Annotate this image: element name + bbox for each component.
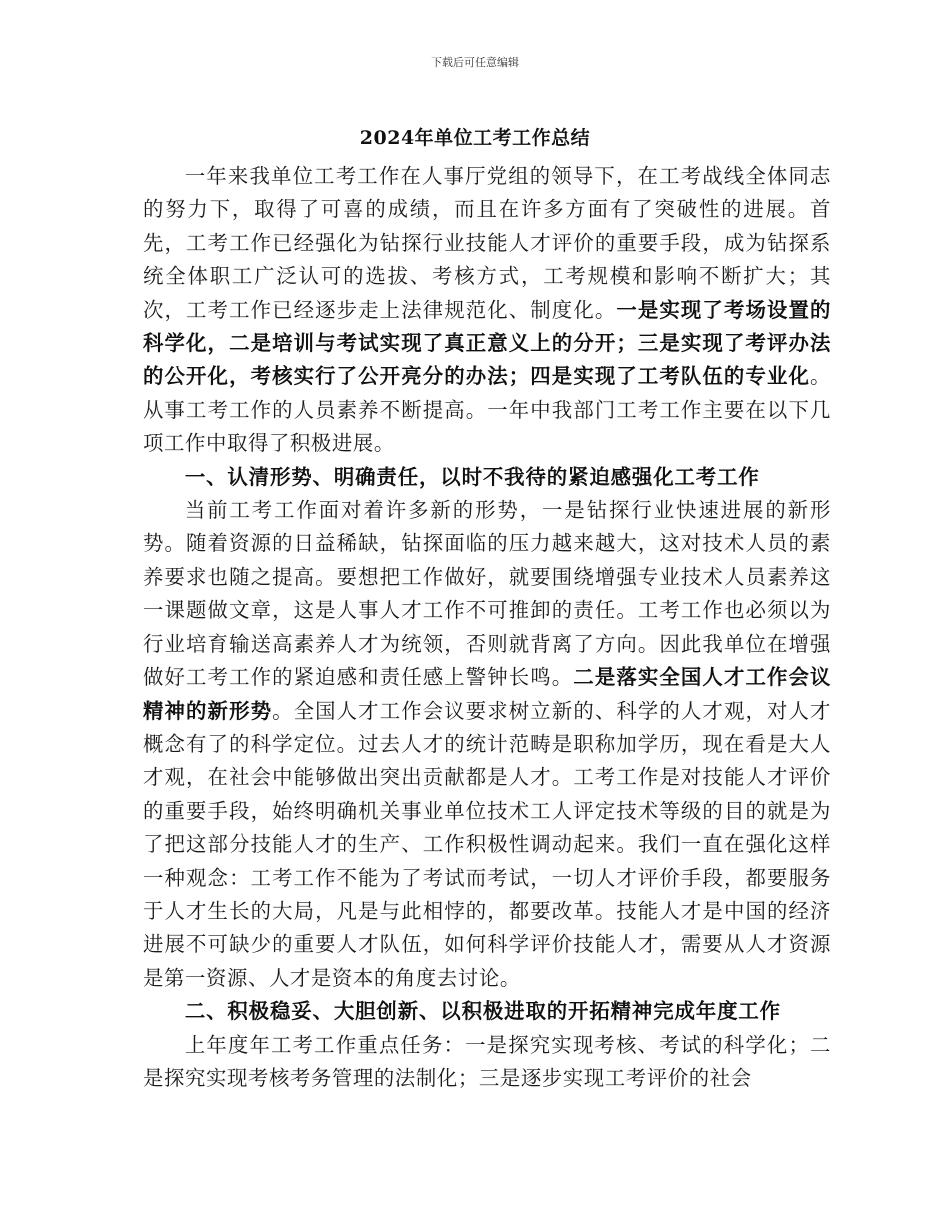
paragraph-section-1-text-a: 当前工考工作面对着许多新的形势，一是钻探行业快速进展的新形势。随着资源的日益稀缺，钻探面临的压力越来越大，这对技术人员的素养要求也随之提高。要想把工作做好，就要围绕增强专业技术人员素养这一课题做文章，这是人事人才工作不可推卸的责任。工考工作也必须以为行业培育输送高素养人才为统领，否则就背离了方向。因此我单位在增强做好工考工作的紧迫感和责任感上警钟长鸣。 bbox=[143, 498, 831, 690]
section-heading-2: 二、积极稳妥、大胆创新、以积极进取的开拓精神完成年度工作 bbox=[184, 999, 781, 1024]
paragraph-section-1-bold: 二是落实全国人才工作会议精神的新形势 bbox=[143, 665, 831, 723]
paragraph-section-2: 上年度年工考工作重点任务：一是探究实现考核、考试的科学化；二是探究实现考核考务管理的法制化；三是逐步实现工考评价的社会 bbox=[143, 1032, 831, 1090]
paragraph-intro bbox=[143, 160, 831, 461]
paragraph-section-1 bbox=[143, 494, 831, 995]
paragraph-section-1-text-c: 。全国人才工作会议要求树立新的、科学的人才观，对人才概念有了的科学定位。过去人才的统计范畴是职称加学历，现在看是大人才观，在社会中能够做出突出贡献都是人才。工考工作是对技能人才评价的重要手段，始终明确机关事业单位技术工人评定技术等级的目的就是为了把这部分技能人才的生产、工作积极性调动起来。我们一直在强化这样一种观念：工考工作不能为了考试而考试，一切人才评价手段，都要服务于人才生长的大局，凡是与此相悖的，都要改革。技能人才是中国的经济进展不可缺少的重要人才队伍，如何科学评价技能人才，需要从人才资源是第一资源、人才是资本的角度去讨论。 bbox=[143, 698, 831, 990]
document-body bbox=[143, 160, 831, 1095]
document-title: 2024年单位工考工作总结 bbox=[359, 127, 591, 149]
section-heading-1: 一、认清形势、明确责任，以时不我待的紧迫感强化工考工作 bbox=[184, 464, 760, 489]
paragraph-intro-text-a: 一年来我单位工考工作在人事厅党组的领导下，在工考战线全体同志的努力下，取得了可喜的成绩，而且在许多方面有了突破性的进展。首先，工考工作已经强化为钻探行业技能人才评价的重要手段，成为钻探系统全体职工广泛认可的选拔、考核方式，工考规模和影响不断扩大；其次，工考工作已经逐步走上法律规范化、制度化。 bbox=[143, 164, 831, 322]
paragraph-intro-text-c: 。从事工考工作的人员素养不断提高。一年中我部门工考工作主要在以下几项工作中取得了积极进展。 bbox=[143, 364, 831, 456]
header-note: 下载后可任意编辑 bbox=[431, 56, 519, 69]
paragraph-intro-bold: 一是实现了考场设置的科学化，二是培训与考试实现了真正意义上的分开；三是实现了考评办法的公开化，考核实行了公开亮分的办法；四是实现了工考队伍的专业化 bbox=[143, 297, 831, 389]
